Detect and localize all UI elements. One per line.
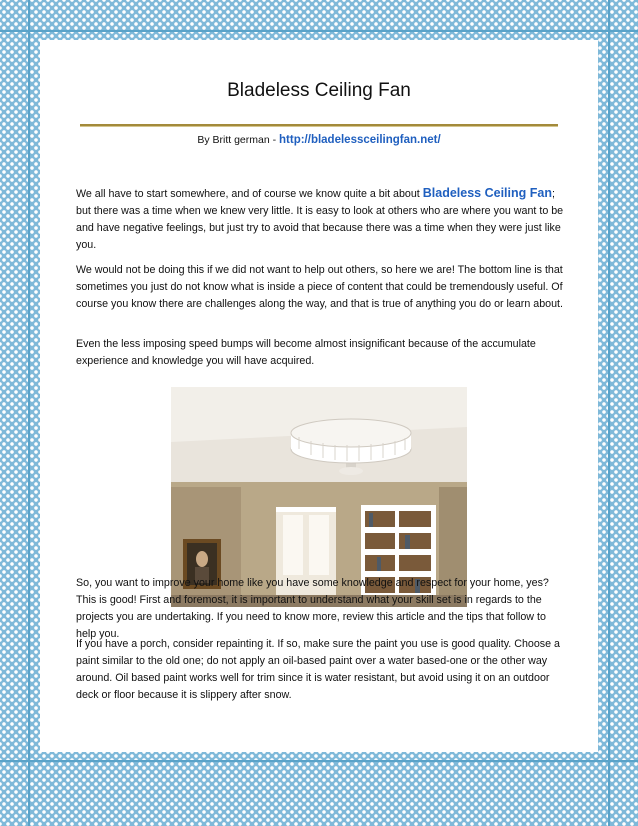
room-photo [171,387,467,607]
paragraph-1-end: ; but there was a time when we knew very little. It is easy to look at others who are where you want to be and have negative feelings, but just try to avoid that because there was a time when they were just like you. [76,188,564,251]
frame-line-left [28,0,30,826]
document-title: Bladeless Ceiling Fan [227,80,411,101]
frame-line-top [0,30,638,32]
byline-url-link[interactable]: http://bladelessceilingfan.net/ [279,134,441,146]
byline-author: By Britt german - [197,134,280,146]
frame-line-right [608,0,610,826]
paragraph-1 [76,185,566,254]
paragraph-1-start: We all have to start somewhere, and of course we know quite a bit about [76,188,423,200]
paragraph-3: Even the less imposing speed bumps will become almost insignificant because of the accumulate experience and knowledge you will have acquired. [76,338,536,367]
title-divider [80,124,558,127]
byline [40,134,598,146]
document-page [40,40,598,752]
keyword-link[interactable]: Bladeless Ceiling Fan [422,186,552,200]
room-photo-illustration [171,387,467,607]
frame-line-bottom [0,760,638,762]
paragraph-4: So, you want to improve your home like you have some knowledge and respect for your home, yes? This is good! First and foremost, it is important to understand what your skill set is in regards to the projects you are undertaking. If you need to know more, review this article and the tips that follow to help you. [76,577,549,640]
paragraph-5: If you have a porch, consider repainting it. If so, make sure the paint you use is good quality. Choose a paint similar to the old one; do not apply an oil-based paint over a water based-one or the other way around. Oil based paint works well for trim since it is water resistant, but avoid using it on an outdoor deck or floor because it is slippery after snow. [76,638,560,701]
paragraph-2: We would not be doing this if we did not want to help out others, so here we are! The bottom line is that sometimes you just do not know what is inside a piece of content that could be tremendously useful. Of course you know there are challenges along the way, and that is true of anything you do or learn about. [76,264,563,310]
